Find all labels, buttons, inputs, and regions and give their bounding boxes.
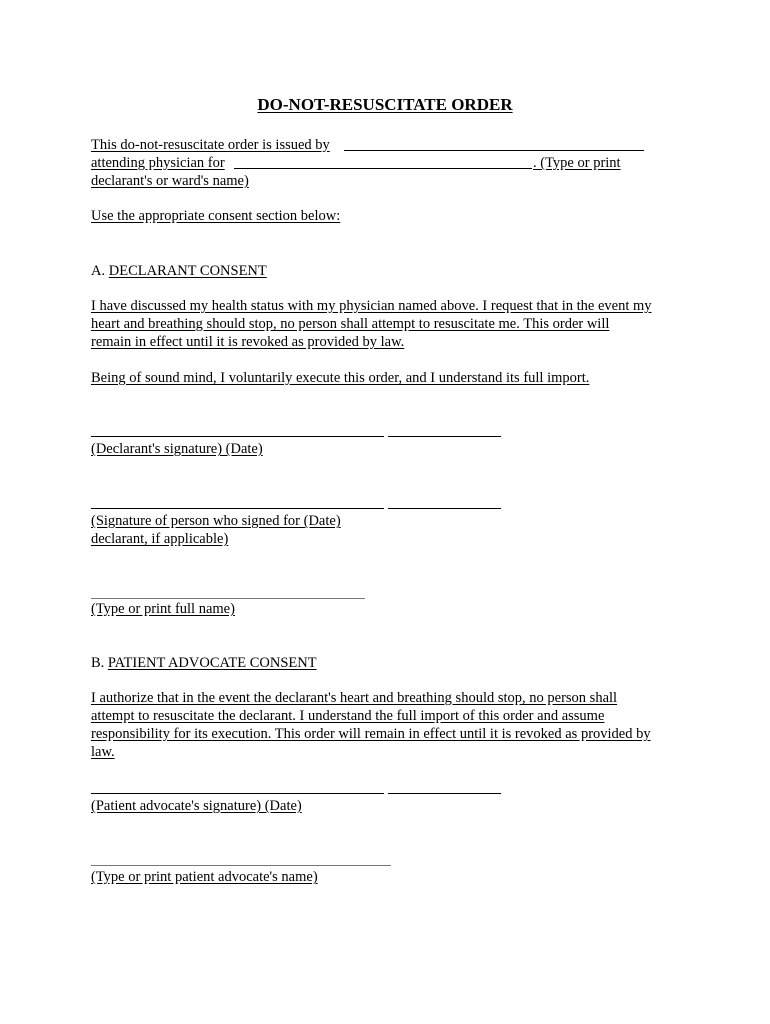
section-a-heading [91,262,267,280]
intro-line-3: declarant's or ward's name) [91,173,249,189]
proxy-signature-line[interactable] [91,508,384,509]
section-a-paragraph-line-2: heart and breathing should stop, no person shall attempt to resuscitate me. This order will [91,316,610,332]
declarant-date-line[interactable] [388,436,501,437]
intro-line-2-end: . (Type or print [533,155,621,171]
section-b-paragraph-line-4: law. [91,744,115,760]
section-b-title: PATIENT ADVOCATE CONSENT [107,655,317,671]
intro-line-2-start: attending physician for [91,155,225,171]
advocate-name-line[interactable] [91,865,391,866]
section-b-heading [91,654,317,672]
advocate-signature-label: (Patient advocate's signature) (Date) [91,798,302,814]
section-a-paragraph-line-3: remain in effect until it is revoked as provided by law. [91,334,405,350]
declarant-signature-line[interactable] [91,436,384,437]
intro-line-1: This do-not-resuscitate order is issued by [91,137,330,153]
document-title: DO-NOT-RESUSCITATE ORDER [257,95,513,114]
full-name-line[interactable] [91,598,365,599]
advocate-date-line[interactable] [388,793,501,794]
physician-name-field[interactable] [344,150,644,151]
section-b-paragraph-line-2: attempt to resuscitate the declarant. I understand the full import of this order and assume [91,708,605,724]
full-name-label: (Type or print full name) [91,601,235,617]
advocate-signature-line[interactable] [91,793,384,794]
sound-mind-statement: Being of sound mind, I voluntarily execute this order, and I understand its full import. [91,370,590,386]
section-b-paragraph-line-1: I authorize that in the event the declarant's heart and breathing should stop, no person shall [91,690,618,706]
instruction-text: Use the appropriate consent section below: [91,208,341,224]
proxy-signature-label-1: (Signature of person who signed for (Date) [91,513,341,529]
proxy-signature-label-2: declarant, if applicable) [91,531,229,547]
section-a-prefix: A. [91,263,106,279]
advocate-name-label: (Type or print patient advocate's name) [91,869,318,885]
declarant-signature-label: (Declarant's signature) (Date) [91,441,263,457]
declarant-name-field[interactable] [234,168,532,169]
section-b-paragraph-line-3: responsibility for its execution. This order will remain in effect until it is revoked as provided by [91,726,651,742]
section-b-prefix: B. [91,655,105,671]
section-a-paragraph-line-1: I have discussed my health status with my physician named above. I request that in the event my [91,298,652,314]
section-a-title: DECLARANT CONSENT [108,263,267,279]
proxy-date-line[interactable] [388,508,501,509]
